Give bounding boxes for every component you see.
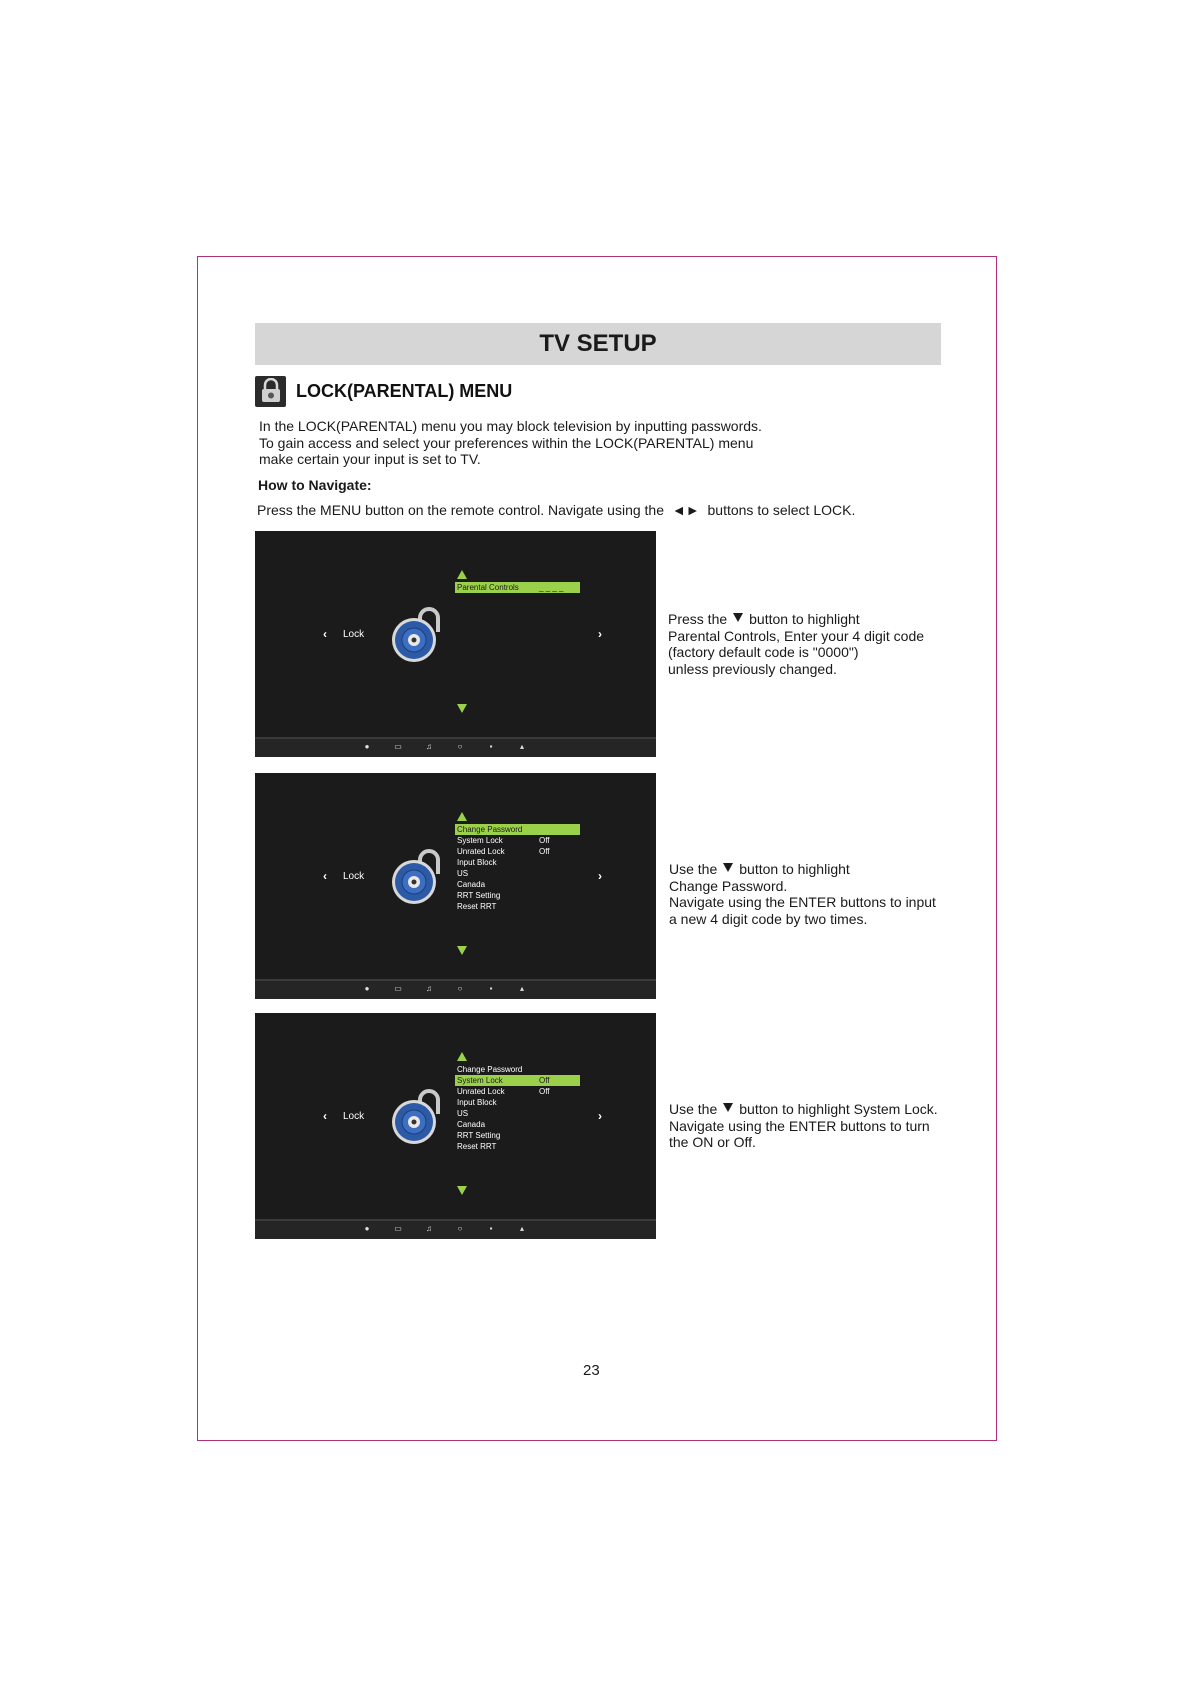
menu-item[interactable] (455, 1130, 580, 1141)
music-note-icon[interactable]: ♫ (426, 984, 432, 993)
howto-text-after: buttons to select LOCK. (707, 502, 856, 518)
options-icon[interactable]: ▪ (489, 984, 493, 993)
left-right-arrows-icon: ◄► (671, 502, 700, 518)
music-note-icon[interactable]: ♫ (426, 1224, 432, 1233)
intro-line: In the LOCK(PARENTAL) menu you may block television by inputting passwords. (259, 418, 762, 434)
picture-icon[interactable]: ● (364, 1224, 370, 1233)
description-text: button to highlight (739, 861, 850, 877)
menu-item[interactable] (455, 890, 580, 901)
menu-item-label: Input Block (457, 858, 497, 867)
menu-item-value (539, 1141, 569, 1152)
lock-icon[interactable]: ▴ (519, 984, 524, 993)
menu-list (455, 824, 580, 912)
down-arrow-icon (723, 863, 733, 872)
options-icon[interactable]: ▪ (489, 742, 493, 751)
menu-item-value (539, 868, 569, 879)
page-number: 23 (583, 1362, 600, 1379)
menu-icon-bar (255, 979, 656, 999)
step-description (669, 861, 936, 927)
intro-line: To gain access and select your preferences within the LOCK(PARENTAL) menu (259, 434, 754, 451)
menu-item-label: Reset RRT (457, 902, 497, 911)
menu-item-value: _ _ _ _ (539, 583, 564, 592)
down-arrow-icon (733, 613, 743, 622)
menu-item-label: Reset RRT (457, 1142, 497, 1151)
menu-item-label: RRT Setting (457, 1131, 501, 1140)
description-line (669, 1118, 938, 1135)
menu-item-label: Canada (457, 880, 486, 889)
step-description (669, 1101, 938, 1151)
menu-item[interactable] (455, 1141, 580, 1152)
menu-item-value (539, 1064, 569, 1075)
lock-icon[interactable]: ▴ (519, 1224, 524, 1233)
description-line (669, 894, 936, 911)
description-text: the ON or Off. (669, 1134, 756, 1150)
scroll-down-arrow-icon[interactable] (457, 704, 467, 713)
menu-category-label: Lock (343, 629, 365, 640)
menu-item[interactable] (455, 857, 580, 868)
menu-item[interactable] (455, 1108, 580, 1119)
menu-list (455, 582, 580, 593)
menu-item-label: Change Password (457, 1065, 523, 1074)
description-text: (factory default code is "0000") (668, 644, 859, 660)
menu-item[interactable] (455, 1075, 580, 1086)
menu-item-value: Off (539, 847, 550, 856)
description-line (669, 878, 936, 895)
description-text: button to highlight System Lock. (739, 1101, 938, 1117)
lock-icon (255, 376, 286, 407)
scroll-down-arrow-icon[interactable] (457, 1186, 467, 1195)
menu-item-value (539, 879, 569, 890)
options-icon[interactable]: ▪ (489, 1224, 493, 1233)
menu-item-value (539, 1119, 569, 1130)
howto-text-before: Press the MENU button on the remote control. Navigate using the (257, 502, 664, 518)
section-title: LOCK(PARENTAL) MENU (296, 380, 513, 401)
menu-item-label: Parental Controls (457, 583, 519, 592)
description-text: Parental Controls, Enter your 4 digit code (668, 627, 925, 644)
menu-item-value (539, 824, 569, 835)
menu-item-value (539, 901, 569, 912)
menu-item[interactable] (455, 846, 580, 857)
menu-item-label: Change Password (457, 825, 523, 834)
page-title: TV SETUP (539, 330, 657, 357)
howto-heading: How to Navigate: (258, 477, 372, 493)
menu-item[interactable] (455, 1086, 580, 1097)
menu-item[interactable] (455, 879, 580, 890)
menu-list (455, 1064, 580, 1152)
menu-item-label: US (457, 869, 469, 878)
menu-item-label: US (457, 1109, 469, 1118)
menu-item-label: System Lock (457, 836, 503, 845)
chevron-left-icon[interactable]: ‹ (323, 869, 327, 883)
description-text: Navigate using the ENTER buttons to turn (669, 1117, 930, 1134)
scroll-down-arrow-icon[interactable] (457, 946, 467, 955)
time-icon[interactable]: ○ (457, 984, 463, 993)
scroll-up-arrow-icon[interactable] (457, 812, 467, 821)
menu-item-value: Off (539, 1087, 550, 1096)
intro-paragraph (259, 418, 799, 468)
description-text: unless previously changed. (668, 660, 837, 677)
description-line (669, 1101, 938, 1118)
time-icon[interactable]: ○ (457, 1224, 463, 1233)
section-header (255, 375, 512, 407)
description-line (669, 861, 936, 878)
menu-item-label: Canada (457, 1120, 486, 1129)
menu-item-label: Unrated Lock (457, 847, 505, 856)
step-description (668, 611, 924, 677)
description-line (669, 911, 936, 928)
menu-icon-bar (255, 737, 656, 757)
description-text: Use the (669, 1101, 718, 1117)
lock-icon[interactable]: ▴ (519, 742, 524, 751)
description-line (669, 1134, 938, 1151)
howto-text (257, 502, 855, 518)
title-bar (255, 323, 941, 365)
menu-item-value (539, 857, 569, 868)
menu-item-value (539, 890, 569, 901)
menu-item[interactable] (455, 901, 580, 912)
tv-menu-screen (255, 1013, 656, 1239)
menu-item-value (539, 1097, 569, 1108)
menu-item[interactable] (455, 582, 580, 593)
music-note-icon[interactable]: ♫ (426, 742, 432, 751)
down-arrow-icon (723, 1103, 733, 1112)
tv-menu-screen (255, 773, 656, 999)
menu-item-value (539, 1130, 569, 1141)
description-text: Press the (668, 611, 728, 627)
scroll-up-arrow-icon[interactable] (457, 570, 467, 579)
description-line (668, 644, 924, 661)
screen-icon[interactable]: ▭ (394, 742, 402, 751)
menu-icon-bar (255, 1219, 656, 1239)
chevron-right-icon[interactable]: › (598, 869, 602, 883)
time-icon[interactable]: ○ (457, 742, 463, 751)
menu-item-label: Unrated Lock (457, 1087, 505, 1096)
description-text: a new 4 digit code by two times. (669, 910, 868, 927)
combination-lock-icon (390, 848, 440, 906)
menu-item[interactable] (455, 1119, 580, 1130)
chevron-left-icon[interactable]: ‹ (323, 627, 327, 641)
menu-item-label: System Lock (457, 1076, 503, 1085)
intro-line: make certain your input is set to TV. (259, 451, 481, 467)
picture-icon[interactable]: ● (364, 984, 370, 993)
scroll-up-arrow-icon[interactable] (457, 1052, 467, 1061)
menu-category-label: Lock (343, 871, 365, 882)
menu-item-value: Off (539, 1076, 550, 1085)
menu-item[interactable] (455, 1097, 580, 1108)
menu-item-value (539, 1108, 569, 1119)
menu-item[interactable] (455, 824, 580, 835)
description-text: button to highlight (749, 611, 860, 627)
description-text: Change Password. (669, 877, 788, 894)
combination-lock-icon (390, 606, 440, 664)
description-text: Use the (669, 861, 718, 877)
combination-lock-icon (390, 1088, 440, 1146)
menu-item[interactable] (455, 835, 580, 846)
menu-category-label: Lock (343, 1111, 365, 1122)
menu-item[interactable] (455, 868, 580, 879)
menu-item-label: RRT Setting (457, 891, 501, 900)
description-line (668, 628, 924, 645)
tv-menu-screen (255, 531, 656, 757)
chevron-right-icon[interactable]: › (598, 627, 602, 641)
menu-item[interactable] (455, 1064, 580, 1075)
screen-icon[interactable]: ▭ (394, 1224, 402, 1233)
chevron-left-icon[interactable]: ‹ (323, 1109, 327, 1123)
menu-item-value: Off (539, 836, 550, 845)
menu-item-label: Input Block (457, 1098, 497, 1107)
description-line (668, 611, 924, 628)
chevron-right-icon[interactable]: › (598, 1109, 602, 1123)
screen-icon[interactable]: ▭ (394, 984, 402, 993)
description-line (668, 661, 924, 678)
picture-icon[interactable]: ● (364, 742, 370, 751)
description-text: Navigate using the ENTER buttons to input (669, 894, 936, 910)
